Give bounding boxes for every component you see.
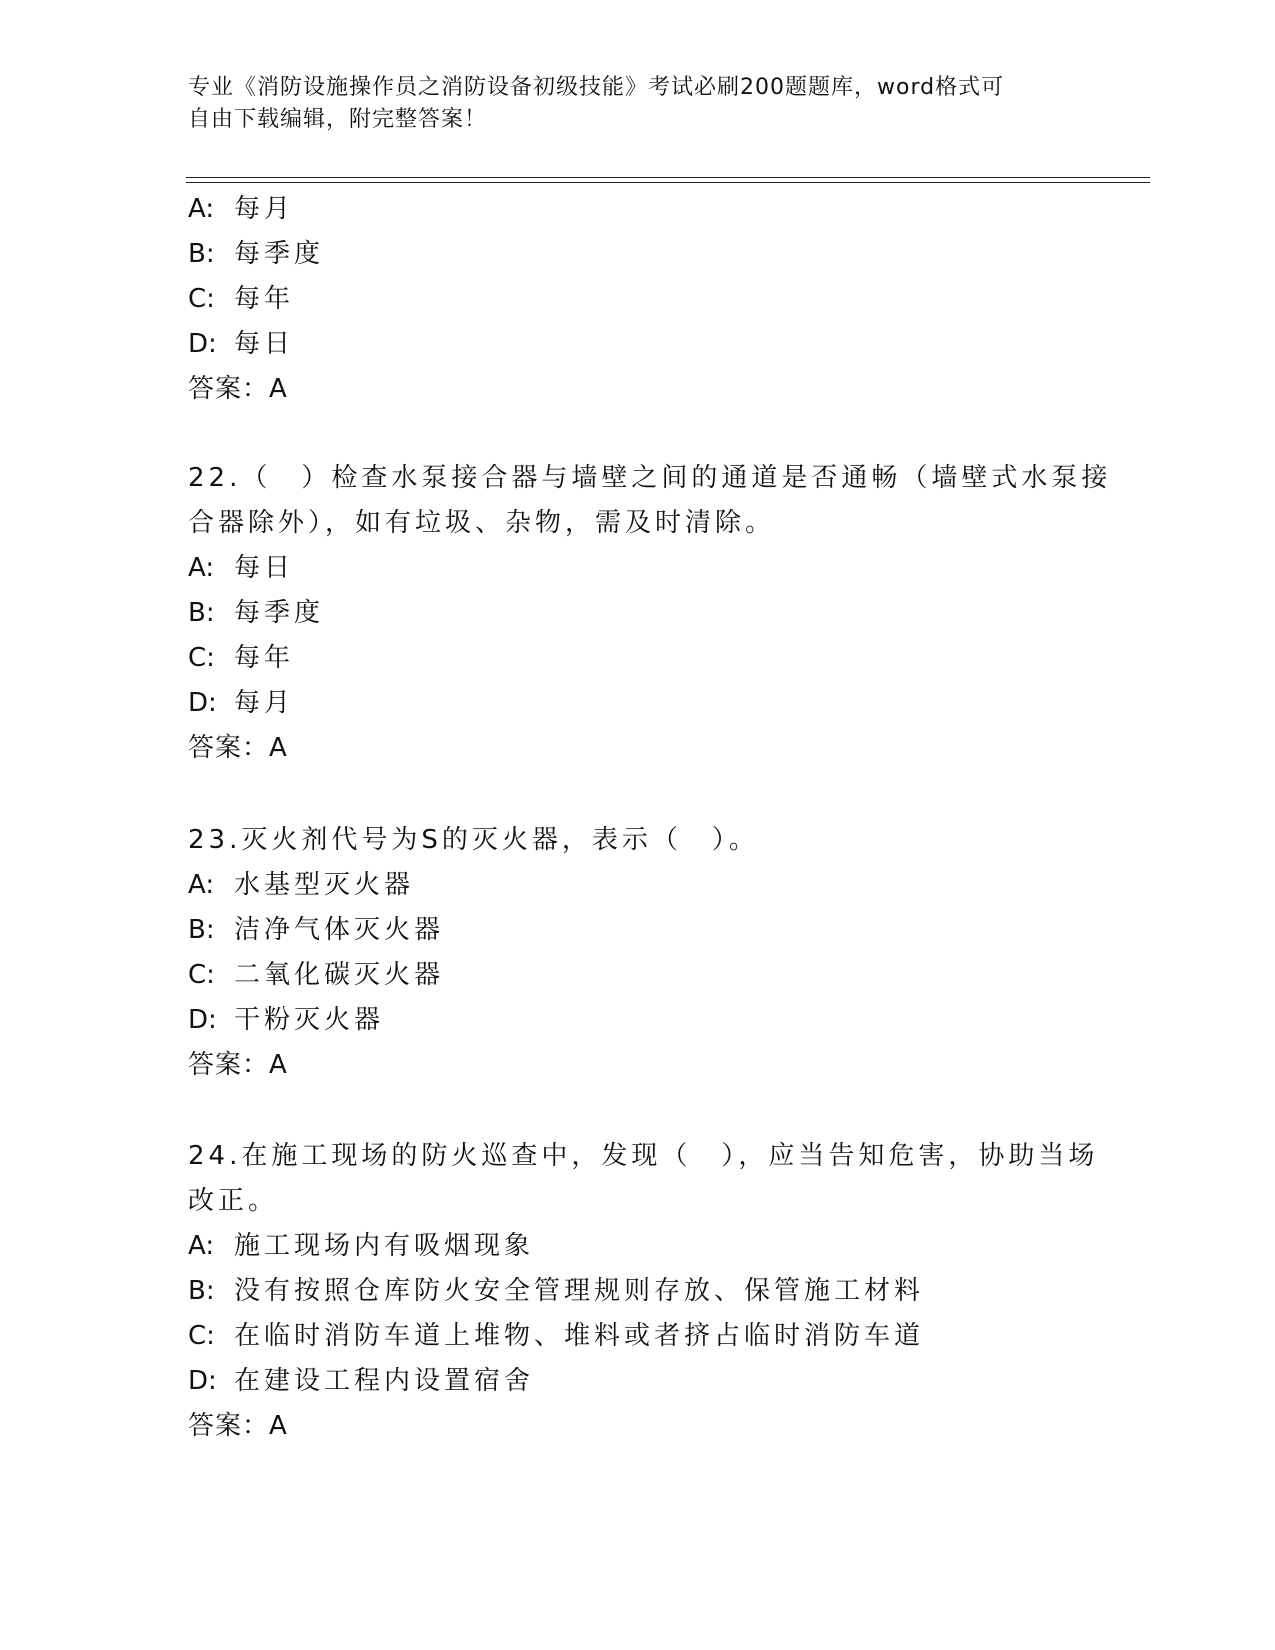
q22-option-d: D: 每月 [188, 688, 295, 718]
q21-answer: 答案：A [188, 374, 288, 404]
q22-option-c: C: 每年 [188, 643, 295, 673]
q23-option-b: B: 洁净气体灭火器 [188, 915, 445, 945]
header-divider-bottom [186, 182, 1150, 183]
q21-option-b: B: 每季度 [188, 239, 325, 269]
q22-stem-line-2: 合器除外），如有垃圾、杂物，需及时清除。 [188, 508, 776, 538]
q24-option-c: C: 在临时消防车道上堆物、堆料或者挤占临时消防车道 [188, 1321, 925, 1351]
q22-option-a: A: 每日 [188, 553, 295, 583]
header-line-2: 自由下载编辑，附完整答案！ [188, 107, 488, 132]
q22-option-b: B: 每季度 [188, 598, 325, 628]
header-line-1: 专业《消防设施操作员之消防设备初级技能》考试必刷200题题库，word格式可 [188, 75, 1005, 100]
q23-option-a: A: 水基型灭火器 [188, 870, 415, 900]
q22-answer: 答案：A [188, 733, 288, 763]
q22-stem-line-1: 22.（ ）检查水泵接合器与墙壁之间的通道是否通畅（墙壁式水泵接 [188, 463, 1112, 493]
q24-option-b: B: 没有按照仓库防火安全管理规则存放、保管施工材料 [188, 1276, 925, 1306]
q23-answer: 答案：A [188, 1050, 288, 1080]
q21-option-c: C: 每年 [188, 284, 295, 314]
q24-option-a: A: 施工现场内有吸烟现象 [188, 1231, 535, 1261]
q24-stem-line-2: 改正。 [188, 1186, 279, 1216]
q23-option-c: C: 二氧化碳灭火器 [188, 960, 445, 990]
q21-option-d: D: 每日 [188, 329, 295, 359]
q24-option-d: D: 在建设工程内设置宿舍 [188, 1366, 535, 1396]
q21-option-a: A: 每月 [188, 194, 295, 224]
q24-stem-line-1: 24.在施工现场的防火巡查中，发现（ ），应当告知危害，协助当场 [188, 1141, 1099, 1171]
q23-stem-line-1: 23.灭火剂代号为S的灭火器，表示（ ）。 [188, 825, 759, 855]
header-divider-top [186, 177, 1150, 178]
q24-answer: 答案：A [188, 1411, 288, 1441]
q23-option-d: D: 干粉灭火器 [188, 1005, 385, 1035]
document-header [188, 72, 1088, 136]
